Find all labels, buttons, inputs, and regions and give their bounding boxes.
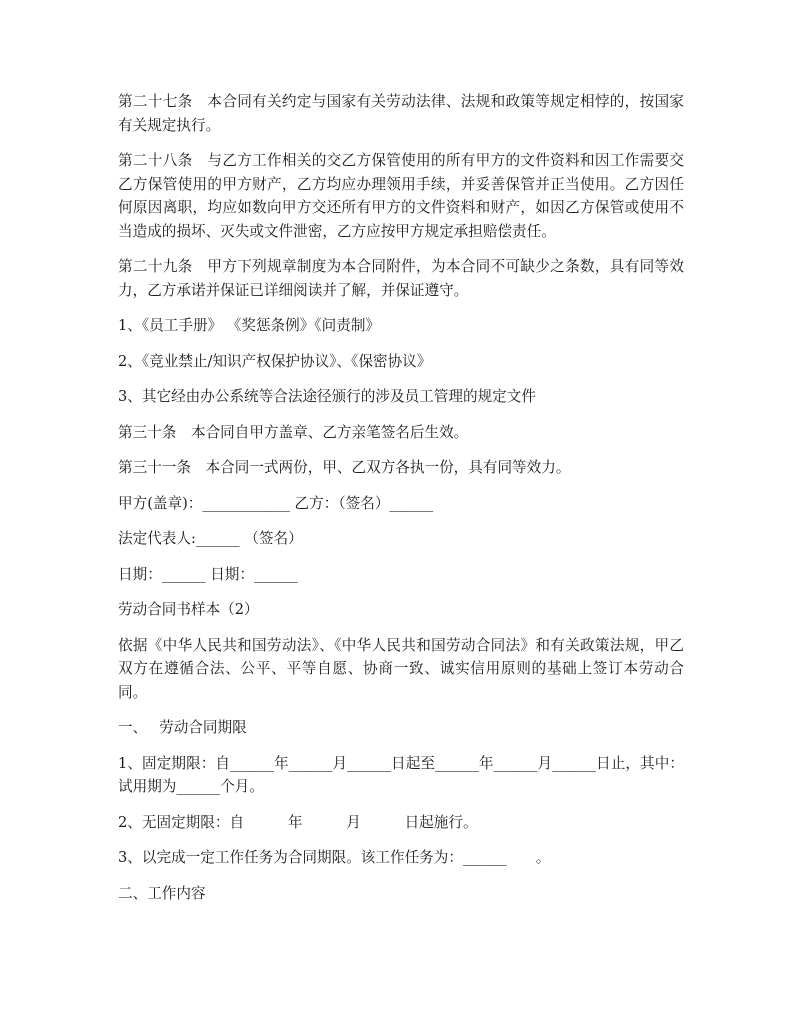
preamble: 依据《中华人民共和国劳动法》、《中华人民共和国劳动合同法》和有关政策法规，甲乙双方在遵循合法、公平、平等自愿、协商一致、诚实信用原则的基础上签订本劳动合同。	[118, 636, 684, 701]
signature-line-legal-rep: 法定代表人:______ （签名）	[118, 530, 303, 547]
signature-line-dates: 日期：______ 日期：______	[118, 565, 298, 583]
term-task-based: 3、以完成一定工作任务为合同期限。该工作任务为：______ 。	[118, 849, 551, 866]
attachment-item-2: 2、《竞业禁止/知识产权保护协议》、《保密协议》	[118, 352, 432, 370]
sample-title: 劳动合同书样本（2）	[118, 601, 259, 618]
article-27: 第二十七条 本合同有关约定与国家有关劳动法律、法规和政策等规定相悖的，按国家有关规定执行。	[118, 93, 684, 134]
article-28: 第二十八条 与乙方工作相关的交乙方保管使用的所有甲方的文件资料和因工作需要交乙方保管使用的甲方财产，乙方均应办理领用手续，并妥善保管并正当使用。乙方因任何原因离职，均应如数向甲方交还所有甲方的文件资料和财产，如因乙方保管或使用不当造成的损坏、灭失或文件泄密，乙方应按甲方规定承担赔偿责任。	[118, 152, 684, 240]
article-31: 第三十一条 本合同一式两份，甲、乙双方各执一份，具有同等效力。	[118, 459, 571, 476]
attachment-item-1: 1、《员工手册》 《奖惩条例》《问责制》	[118, 317, 381, 334]
section-heading-term: 一、 劳动合同期限	[118, 719, 247, 736]
signature-line-parties: 甲方(盖章)：____________ 乙方：（签名）______	[118, 494, 434, 512]
article-29: 第二十九条 甲方下列规章制度为本合同附件，为本合同不可缺少之条数，具有同等效力，乙方承诺并保证已详细阅读并了解，并保证遵守。	[118, 258, 684, 299]
term-fixed: 1、固定期限：自______年______月______日起至______年______月______日止，其中：试用期为______个月。	[118, 754, 684, 795]
attachment-item-3: 3、其它经由办公系统等合法途径颁行的涉及员工管理的规定文件	[118, 388, 536, 405]
article-30: 第三十条 本合同自甲方盖章、乙方亲笔签名后生效。	[118, 423, 469, 441]
section-heading-work-content: 二、工作内容	[118, 884, 206, 902]
document-page	[118, 90, 684, 917]
term-unfixed: 2、无固定期限：自 年 月 日起施行。	[118, 813, 478, 831]
